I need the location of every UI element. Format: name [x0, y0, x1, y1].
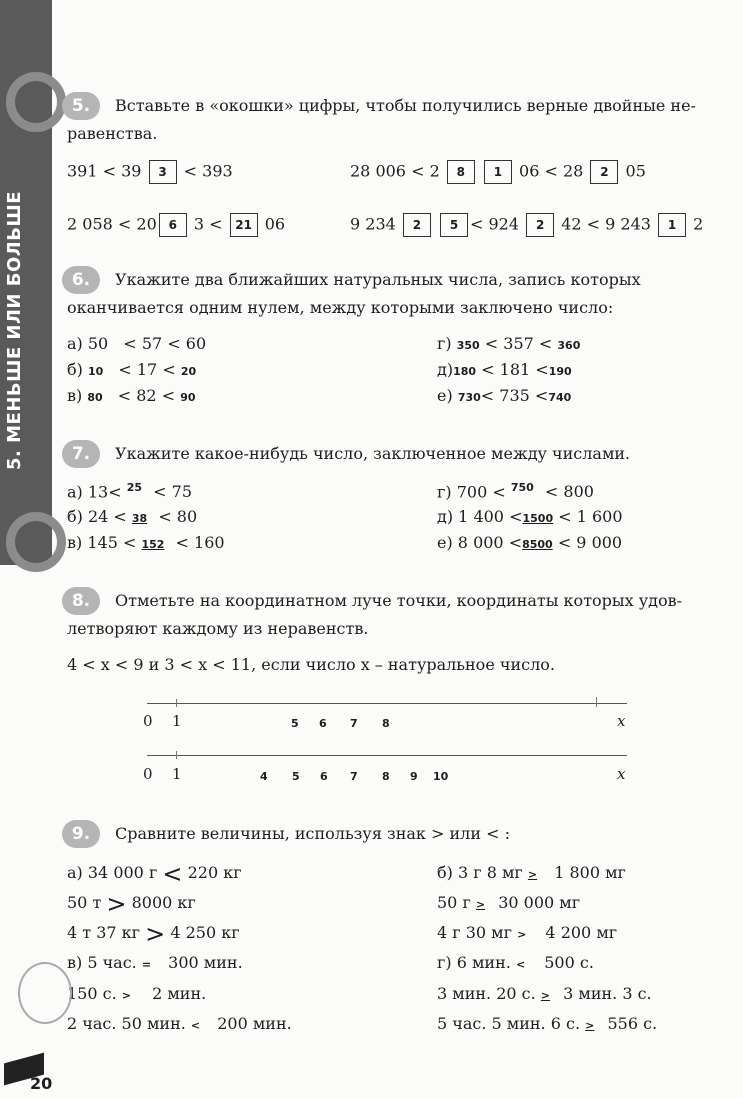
tick — [596, 697, 597, 707]
chapter-title: 5. МЕНЬШЕ ИЛИ БОЛЬШЕ — [4, 191, 25, 470]
page-number: 20 — [30, 1074, 53, 1093]
task-5-text: Вставьте в «окошки» цифры, чтобы получились верные двойные не- — [115, 96, 696, 115]
task-7-item-a: а) 13< 25 < 75 — [67, 481, 192, 502]
task-6-text: Укажите два ближайших натуральных числа, запись которых — [115, 270, 641, 289]
task-8-text: Отметьте на координатном луче точки, координаты которых удов- — [115, 591, 683, 610]
task-6-item-f: е) 730< 735 <740 — [437, 386, 572, 405]
ring-decoration — [6, 512, 66, 572]
digit-box[interactable]: 21 — [230, 213, 258, 237]
tick — [176, 699, 177, 707]
task-6-item-e: д)180 < 181 <190 — [437, 360, 572, 379]
ray1-point: 6 — [319, 717, 327, 730]
inequality-d: 9 234 2 5 < 924 2 42 < 9 243 1 2 — [350, 213, 703, 237]
ray2-point: 9 — [410, 770, 418, 783]
compare-row: б) 3 г 8 мг > 1 800 мг — [437, 863, 626, 882]
task-5-text: равенства. — [67, 124, 158, 143]
ring-decoration — [18, 962, 72, 1024]
task-9-number: 9. — [62, 820, 100, 848]
compare-row: 5 час. 5 мин. 6 с. > 556 с. — [437, 1014, 658, 1033]
task-7-text: Укажите какое-нибудь число, заключенное между числами. — [115, 444, 631, 463]
task-6-item-b: б) 10 < 17 < 20 — [67, 360, 197, 379]
ray1-point: 5 — [291, 717, 299, 730]
inequality-c: 2 058 < 20 6 3 < 21 06 — [67, 213, 285, 237]
task-8-text: летворяют каждому из неравенств. — [67, 619, 369, 638]
compare-row: 50 г > 30 000 мг — [437, 893, 581, 912]
task-7-number: 7. — [62, 440, 100, 468]
ray2-point: 4 — [260, 770, 268, 783]
task-5-number: 5. — [62, 92, 100, 120]
digit-box[interactable]: 3 — [149, 160, 177, 184]
compare-row: 150 с. > 2 мин. — [67, 984, 207, 1003]
compare-row: 2 час. 50 мин. < 200 мин. — [67, 1014, 292, 1033]
ray2-point: 6 — [320, 770, 328, 783]
digit-box[interactable]: 2 — [526, 213, 554, 237]
compare-row: а) 34 000 г < 220 кг — [67, 859, 242, 888]
task-6-text: оканчивается одним нулем, между которыми заключено число: — [67, 298, 614, 317]
ray2-point: 10 — [433, 770, 449, 783]
digit-box[interactable]: 1 — [658, 213, 686, 237]
ray2-point: 5 — [292, 770, 300, 783]
task-7-item-c: в) 145 < 152 < 160 — [67, 533, 225, 552]
task-6-number: 6. — [62, 266, 100, 294]
task-8-number: 8. — [62, 587, 100, 615]
ray1-point: 8 — [382, 717, 390, 730]
inequality-b: 28 006 < 2 8 1 06 < 28 2 05 — [350, 160, 646, 184]
task-6-item-d: г) 350 < 357 < 360 — [437, 334, 581, 353]
compare-row: г) 6 мин. < 500 с. — [437, 953, 594, 972]
coordinate-ray-1 — [147, 703, 627, 704]
ray1-zero: 0 — [143, 712, 153, 730]
ray2-zero: 0 — [143, 765, 153, 783]
ray2-x: x — [617, 765, 626, 783]
ray1-x: x — [617, 712, 626, 730]
task-6-item-a: а) 50 < 57 < 60 — [67, 334, 207, 353]
compare-row: 4 г 30 мг > 4 200 мг — [437, 923, 618, 942]
task-6-item-c: в) 80 < 82 < 90 — [67, 386, 196, 405]
task-7-item-b: б) 24 < 38 < 80 — [67, 507, 198, 526]
digit-box[interactable]: 1 — [484, 160, 512, 184]
chapter-sidebar — [0, 0, 52, 565]
digit-box[interactable]: 2 — [590, 160, 618, 184]
compare-row: 4 т 37 кг > 4 250 кг — [67, 919, 240, 948]
ray2-point: 8 — [382, 770, 390, 783]
digit-box[interactable]: 8 — [447, 160, 475, 184]
task-7-item-d: г) 700 < 750 < 800 — [437, 481, 594, 502]
digit-box[interactable]: 2 — [403, 213, 431, 237]
digit-box[interactable]: 5 — [440, 213, 468, 237]
ray1-point: 7 — [350, 717, 358, 730]
inequality-a: 391 < 39 3 < 393 — [67, 160, 233, 184]
ray2-one: 1 — [172, 765, 182, 783]
tick — [176, 751, 177, 759]
digit-box[interactable]: 6 — [159, 213, 187, 237]
coordinate-ray-2 — [147, 755, 627, 756]
ray1-one: 1 — [172, 712, 182, 730]
compare-row: 3 мин. 20 с. > 3 мин. 3 с. — [437, 984, 652, 1003]
task-7-item-e: д) 1 400 <1500 < 1 600 — [437, 507, 623, 526]
compare-row: 50 т > 8000 кг — [67, 889, 196, 918]
task-9-text: Сравните величины, используя знак > или < : — [115, 824, 510, 843]
compare-row: в) 5 час. = 300 мин. — [67, 953, 243, 972]
task-7-item-f: е) 8 000 <8500 < 9 000 — [437, 533, 623, 552]
task-8-condition: 4 < x < 9 и 3 < x < 11, если число x – натуральное число. — [67, 655, 555, 674]
ray2-point: 7 — [350, 770, 358, 783]
